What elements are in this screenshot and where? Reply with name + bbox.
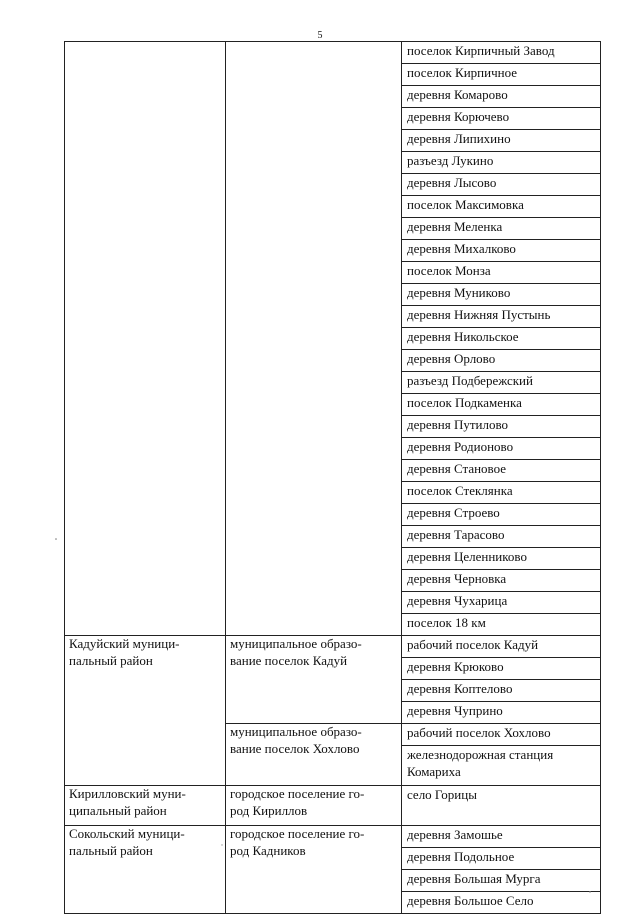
settlement-cell: деревня Коптелово	[402, 680, 601, 702]
district-name-line: ципальный район	[69, 802, 167, 818]
district-name-line: пальный район	[69, 842, 153, 858]
settlement-cell: деревня Становое	[402, 460, 601, 482]
settlement-cell: деревня Муниково	[402, 284, 601, 306]
settlement-cell: поселок Кирпичный Завод	[402, 42, 601, 64]
municipal-entity-line: вание поселок Кадуй	[230, 652, 348, 668]
settlement-cell: рабочий поселок Кадуй	[402, 636, 601, 658]
settlement-cell: деревня Лысово	[402, 174, 601, 196]
municipal-entity-line: городское поселение го-	[230, 826, 365, 841]
settlement-cell: деревня Чухарица	[402, 592, 601, 614]
municipal-entity-line: вание поселок Хохлово	[230, 740, 360, 756]
settlement-cell: деревня Строево	[402, 504, 601, 526]
district-name-line: пальный район	[69, 652, 153, 668]
settlement-cell: деревня Большое Село	[402, 892, 601, 914]
municipal-entity-line: муниципальное образо-	[230, 724, 362, 739]
settlement-cell: поселок Стеклянка	[402, 482, 601, 504]
settlement-cell: деревня Михалково	[402, 240, 601, 262]
settlement-cell: деревня Подольное	[402, 848, 601, 870]
settlement-cell: деревня Черновка	[402, 570, 601, 592]
settlement-cell: деревня Тарасово	[402, 526, 601, 548]
settlement-cell: деревня Крюково	[402, 658, 601, 680]
settlement-cell: поселок Подкаменка	[402, 394, 601, 416]
settlement-cell: деревня Меленка	[402, 218, 601, 240]
settlement-cell: деревня Путилово	[402, 416, 601, 438]
municipal-entity-line: род Кириллов	[230, 802, 308, 818]
settlement-cell: железнодорожная станция Комариха	[402, 746, 601, 786]
district-name-line: Кирилловский муни-	[69, 786, 186, 801]
page-number: 5	[317, 30, 323, 41]
settlement-cell: село Горицы	[402, 786, 601, 826]
settlement-cell: деревня Никольское	[402, 328, 601, 350]
settlement-cell: деревня Нижняя Пустынь	[402, 306, 601, 328]
settlement-cell: разъезд Подбережский	[402, 372, 601, 394]
settlement-cell: деревня Родионово	[402, 438, 601, 460]
settlement-cell: деревня Орлово	[402, 350, 601, 372]
settlement-cell: разъезд Лукино	[402, 152, 601, 174]
settlement-cell: деревня Большая Мурга	[402, 870, 601, 892]
settlement-cell: поселок Монза	[402, 262, 601, 284]
settlement-cell: деревня Корючево	[402, 108, 601, 130]
settlement-cell: деревня Чуприно	[402, 702, 601, 724]
settlement-cell: рабочий поселок Хохлово	[402, 724, 601, 746]
municipal-entity-line: муниципальное образо-	[230, 636, 362, 651]
settlement-cell: поселок 18 км	[402, 614, 601, 636]
municipal-entity-line: род Кадников	[230, 842, 306, 858]
settlement-cell: деревня Целенниково	[402, 548, 601, 570]
municipal-entity-line: городское поселение го-	[230, 786, 365, 801]
district-name-line: Сокольский муници-	[69, 826, 185, 841]
district-name-line: Кадуйский муници-	[69, 636, 180, 651]
settlement-cell: поселок Кирпичное	[402, 64, 601, 86]
settlement-cell: деревня Комарово	[402, 86, 601, 108]
settlement-cell: поселок Максимовка	[402, 196, 601, 218]
settlement-cell: деревня Липихино	[402, 130, 601, 152]
settlement-cell: деревня Замошье	[402, 826, 601, 848]
